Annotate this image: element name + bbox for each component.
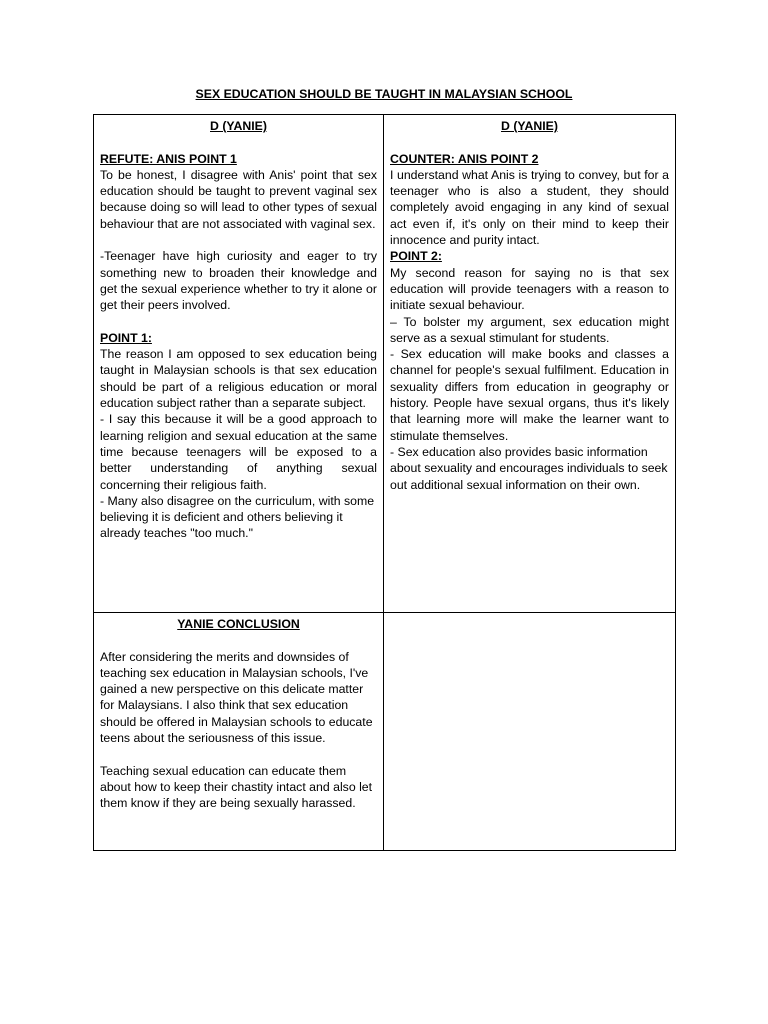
counter-heading: COUNTER: ANIS POINT 2 [390, 151, 539, 166]
point2-text: My second reason for saying no is that sex education will provide teenagers with a reason to initiate sexual behaviour. [390, 265, 669, 313]
point1-bullet-2: - Many also disagree on the curriculum, with some believing it is deficient and others believing it already teaches "too much." [100, 493, 375, 541]
document-title: SEX EDUCATION SHOULD BE TAUGHT IN MALAYSIAN SCHOOL [195, 87, 573, 101]
refute-text: To be honest, I disagree with Anis' point that sex education should be taught to prevent vaginal sex because doing so will lead to other types of sexual behaviour that are not associated with vaginal sex. [100, 167, 377, 231]
conclusion-paragraph-2: Teaching sexual education can educate them about how to keep their chastity intact and also let them know if they are being sexually harassed. [100, 763, 373, 811]
table-row [94, 115, 676, 613]
spacer [100, 746, 377, 762]
spacer [100, 632, 377, 648]
spacer [390, 134, 669, 150]
left-cell-header: D (YANIE) [210, 119, 267, 133]
right-cell-header: D (YANIE) [501, 119, 558, 133]
spacer [100, 314, 377, 330]
empty-cell [384, 613, 676, 851]
point2-bullet-3: - Sex education also provides basic information about sexuality and encourages individuals to seek out additional sexual information on their own. [390, 444, 668, 492]
counter-text: I understand what Anis is trying to convey, but for a teenager who is also a student, they should completely avoid engaging in any kind of sexual act even if, it's only on their mind to keep their innocence and purity intact. [390, 167, 669, 248]
point2-heading: POINT 2: [390, 249, 442, 264]
spacer [100, 232, 377, 248]
point1-text: The reason I am opposed to sex education being taught in Malaysian schools is that sex education should be part of a religious education or moral education subject rather than a separate subject. [100, 347, 377, 411]
conclusion-paragraph-1: After considering the merits and downsides of teaching sex education in Malaysian schools, I've gained a new perspective on this delicate matter for Malaysians. I also think that sex education should be offered in Malaysian schools to educate teens about the seriousness of this issue. [100, 649, 373, 746]
right-argument-cell [384, 115, 676, 613]
conclusion-header: YANIE CONCLUSION [177, 617, 300, 631]
refute-heading: REFUTE: ANIS POINT 1 [100, 151, 237, 166]
point1-heading: POINT 1: [100, 330, 152, 345]
refute-point: -Teenager have high curiosity and eager to try something new to broaden their knowledge and get the sexual experience whether to try it alone or get their peers involved. [100, 249, 377, 313]
point2-bullet-2: - Sex education will make books and classes a channel for people's sexual fulfilment. Education in sexuality differs from education in geography or history. People have sexual organs, thus it's likely that learning more will make the learner want to stimulate themselves. [390, 347, 669, 443]
point2-bullet-1: – To bolster my argument, sex education might serve as a sexual stimulant for students. [390, 314, 669, 345]
left-argument-cell [94, 115, 384, 613]
spacer [100, 134, 377, 150]
conclusion-cell [94, 613, 384, 851]
point1-bullet-1: - I say this because it will be a good approach to learning religion and sexual education at the same time because teenagers will be exposed to a better understanding of anything sexual concerning their religious faith. [100, 412, 377, 492]
table-row [94, 613, 676, 851]
debate-table [93, 114, 676, 851]
